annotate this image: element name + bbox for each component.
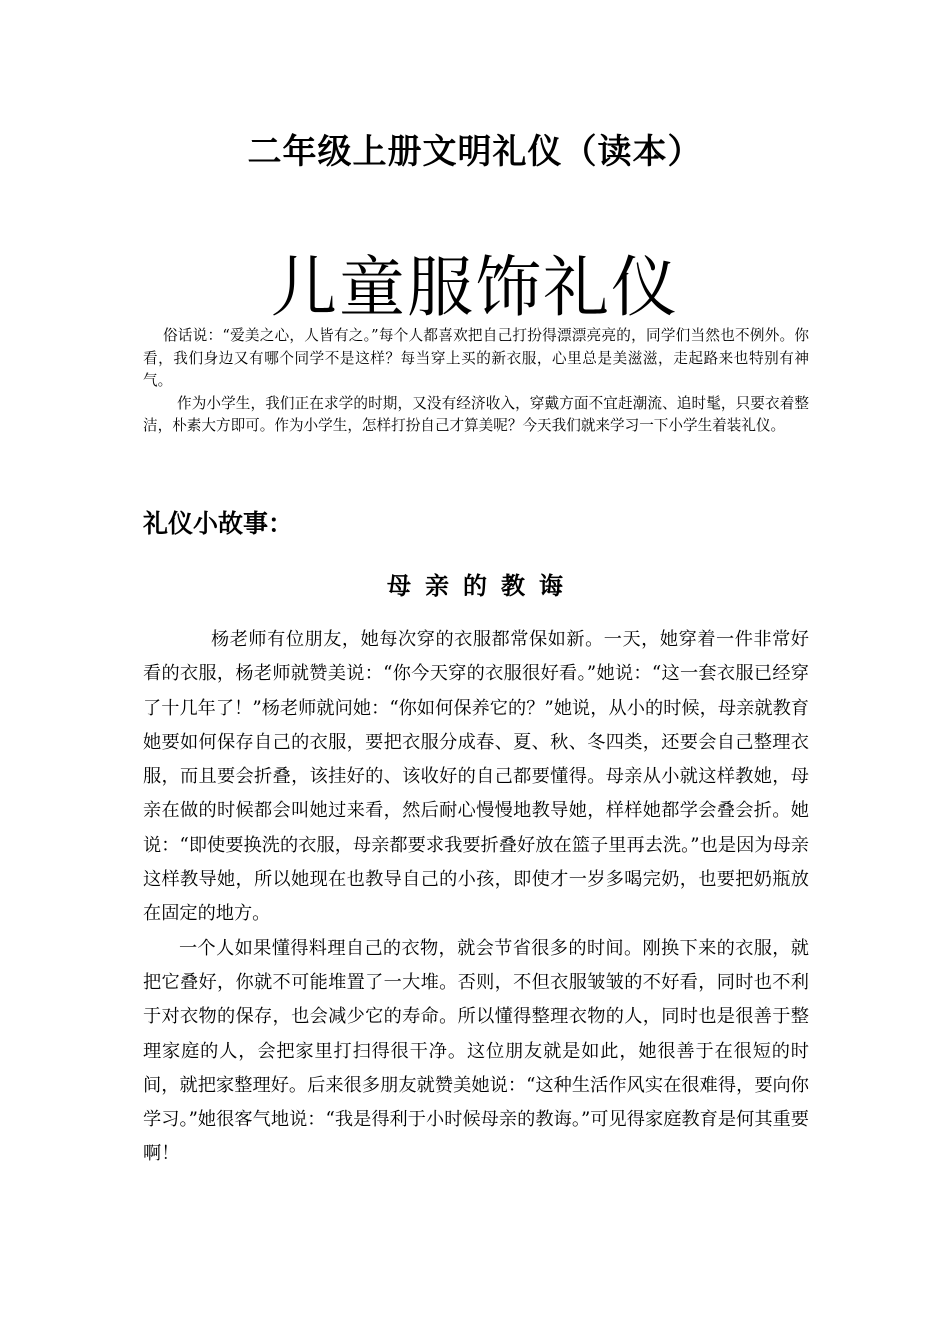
intro-paragraph: 作为小学生，我们正在求学的时期，又没有经济收入，穿戴方面不宜赶潮流、追时髦，只要衣着整洁，朴素大方即可。作为小学生，怎样打扮自己才算美呢？今天我们就来学习一下小学生着装礼仪。 — [143, 394, 809, 434]
main-title: 儿童服饰礼仪 — [271, 249, 679, 326]
intro-paragraph: 俗话说：“爱美之心，人皆有之。”每个人都喜欢把自己打扮得漂漂亮亮的，同学们当然也不例外。你看，我们身边又有哪个同学不是这样？每当穿上买的新衣服，心里总是美滋滋，走起路来也特别有神气。 — [143, 327, 809, 389]
story-title: 母亲的教诲 — [387, 571, 577, 600]
story-paragraph: 一个人如果懂得料理自己的衣物，就会节省很多的时间。刚换下来的衣服，就把它叠好，你就不可能堆置了一大堆。否则，不但衣服皱皱的不好看，同时也不利于对衣物的保存，也会减少它的寿命。所以懂得整理衣物的人，同时也是很善于整理家庭的人，会把家里打扫得很干净。这位朋友就是如此，她很善于在很短的时间，就把家整理好。后来很多朋友就赞美她说：“这种生活作风实在很难得，要向你学习。”她很客气地说：“我是得利于小时候母亲的教诲。”可见得家庭教育是何其重要啊！ — [143, 937, 809, 1165]
section-heading: 礼仪小故事： — [143, 509, 294, 538]
story-body — [143, 623, 809, 1172]
story-paragraph: 杨老师有位朋友，她每次穿的衣服都常保如新。一天，她穿着一件非常好看的衣服，杨老师就赞美说：“你今天穿的衣服很好看。”她说：“这一套衣服已经穿了十几年了！”杨老师就问她：“你如何保养它的？”她说，从小的时候，母亲就教育她要如何保存自己的衣服，要把衣服分成春、夏、秋、冬四类，还要会自己整理衣服，而且要会折叠，该挂好的、该收好的自己都要懂得。母亲从小就这样教她，母亲在做的时候都会叫她过来看，然后耐心慢慢地教导她，样样她都学会叠会折。她说：“即使要换洗的衣服，母亲都要求我要折叠好放在篮子里再去洗。”也是因为母亲这样教导她，所以她现在也教导自己的小孩，即使才一岁多喝完奶，也要把奶瓶放在固定的地方。 — [143, 629, 809, 925]
intro-section — [143, 325, 809, 438]
header-title: 二年级上册文明礼仪（读本） — [247, 132, 703, 172]
